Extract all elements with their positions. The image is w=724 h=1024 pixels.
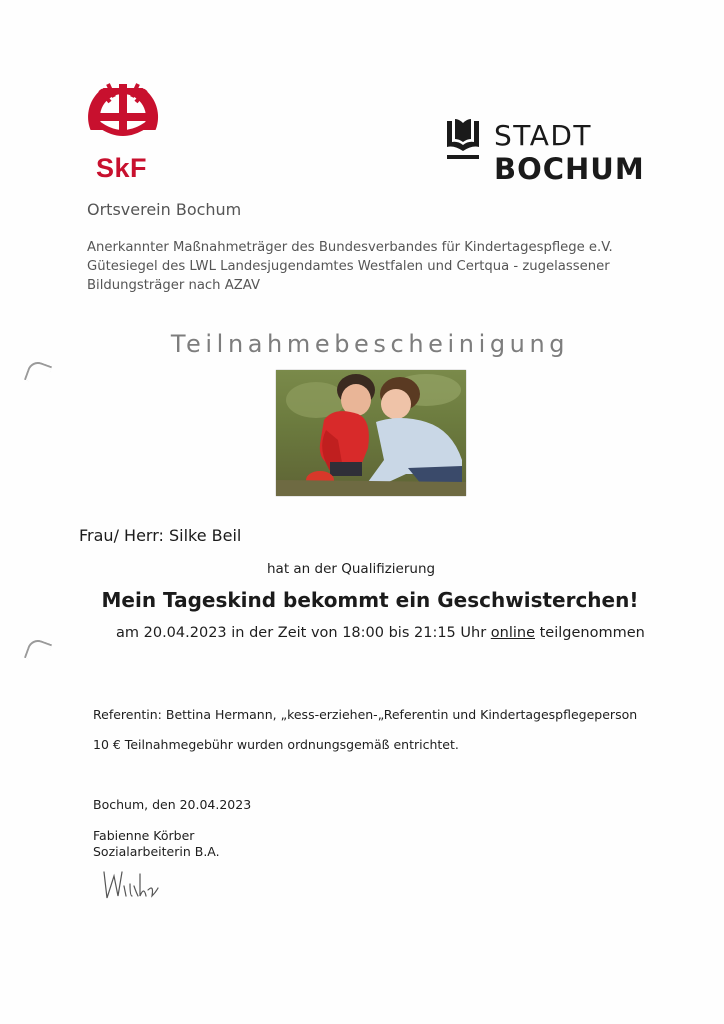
organization-name: Ortsverein Bochum: [87, 200, 242, 219]
date-line-end: teilgenommen: [535, 625, 645, 641]
description-line: Gütesiegel des LWL Landesjugendamtes Westfalen und Certqua - zugelassener: [87, 259, 610, 274]
speaker-line: Referentin: Bettina Hermann, „kess-erziehen-„Referentin und Kindertagespflegeperson: [93, 707, 638, 722]
fee-line: 10 € Teilnahmegebühr wurden ordnungsgemäß entrichtet.: [93, 737, 459, 752]
signer-role: Sozialarbeiterin B.A.: [93, 844, 220, 859]
description-line: Bildungsträger nach AZAV: [87, 278, 260, 293]
organization-description: [87, 238, 613, 295]
date-line-text: am 20.04.2023 in der Zeit von 18:00 bis 21:15 Uhr: [116, 625, 491, 641]
skf-logo-icon: [86, 80, 160, 150]
children-photo: [276, 370, 466, 496]
place-date: Bochum, den 20.04.2023: [93, 797, 252, 812]
date-line: [116, 625, 645, 641]
stadt-logo-line1: STADT: [494, 119, 593, 152]
punch-hole-bottom: [24, 637, 52, 665]
signer-block: [93, 828, 220, 860]
signer-name: Fabienne Körber: [93, 828, 195, 843]
online-underlined: online: [490, 625, 535, 641]
description-line: Anerkannter Maßnahmeträger des Bundesverbandes für Kindertagespflege e.V.: [87, 240, 613, 255]
certificate-title: Teilnahmebescheinigung: [170, 330, 570, 358]
qualification-intro: hat an der Qualifizierung: [267, 561, 436, 577]
participant-name: Frau/ Herr: Silke Beil: [79, 526, 242, 545]
stadt-logo-line2: BOCHUM: [494, 152, 645, 186]
skf-logo-text: SkF: [96, 153, 148, 183]
handwritten-signature: [100, 862, 160, 904]
stadt-bochum-book-icon: [444, 117, 482, 163]
course-title: Mein Tageskind bekommt ein Geschwisterchen!: [101, 588, 639, 612]
punch-hole-top: [24, 359, 52, 387]
